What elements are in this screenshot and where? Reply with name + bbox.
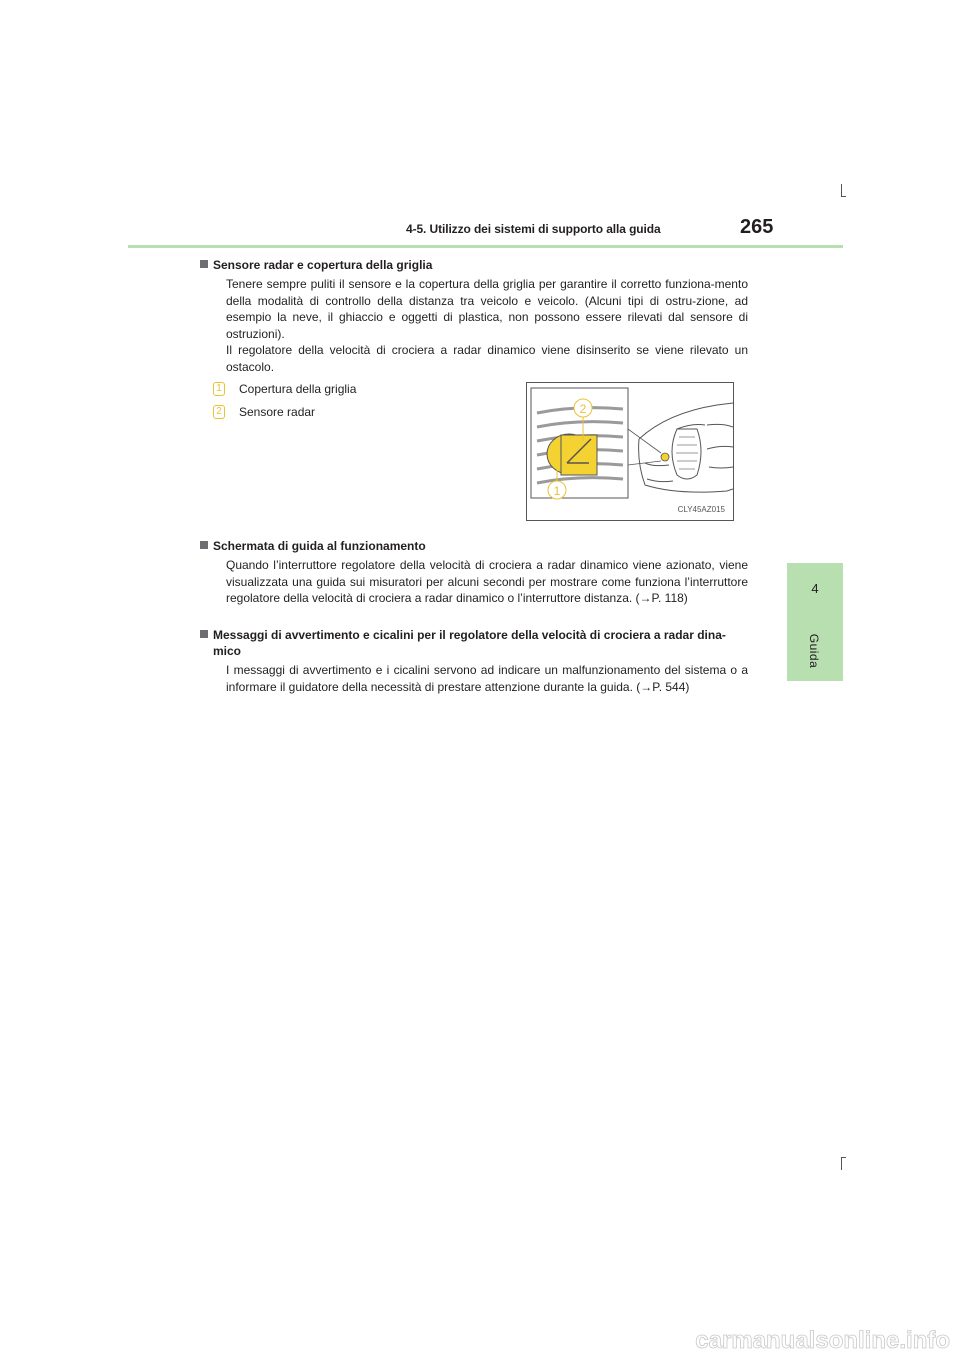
section-warning-messages [213,627,748,695]
figure-code: CLY45AZ015 [677,505,725,514]
header-rule [128,245,843,248]
chapter-tab-label: Guida [807,633,821,669]
grille-pattern [676,437,698,469]
callout-2-text: 2 [579,402,587,416]
chapter-tab-number: 4 [811,581,819,596]
section-radar-sensor [213,257,748,375]
footer-watermark [0,1318,960,1358]
callout-number-badge: 1 [213,382,225,396]
chapter-tab [787,563,843,621]
page-number: 265 [740,216,774,238]
section-title [200,538,748,554]
callout-number-badge: 2 [213,405,225,419]
watermark-text: carmanualsonline.info [695,1327,950,1354]
sensor-location-dot [661,453,669,461]
square-bullet-icon [200,541,208,549]
legend-label: Copertura della griglia [239,382,357,396]
radar-sensor-figure [526,382,734,521]
section-title-text: Messaggi di avvertimento e cicalini per il regolatore della velocità di crociera a radar dina-mico [213,628,726,658]
section-title-text: Sensore radar e copertura della griglia [213,258,433,272]
section-title [200,627,748,659]
section-body [213,276,748,375]
section-title [200,257,748,273]
paragraph: I messaggi di avvertimento e i cicalini servono ad indicare un malfunzionamento del sistema o a informare il guidatore della necessità di prestare attenzione durante la guida. (→P. 544) [226,663,748,694]
section-title-text: Schermata di guida al funzionamento [213,539,426,553]
section-body [213,662,748,695]
car-front-illustration [527,383,733,520]
car-outline [639,403,733,492]
paragraph: Il regolatore della velocità di crociera a radar dinamico viene disinserito se viene rilevato un ostacolo. [226,343,748,374]
callout-1-text: 1 [553,484,561,498]
paragraph: Quando l’interruttore regolatore della velocità di crociera a radar dinamico viene azionato, viene visualizzata una guida sui misuratori per alcuni secondi per mostrare come funziona l’interruttore regolatore della velocità di crociera a radar dinamico o l’interruttore distanza. (→P. 118) [226,558,748,605]
square-bullet-icon [200,260,208,268]
section-guide-screen [213,538,748,607]
section-body [213,557,748,607]
square-bullet-icon [200,630,208,638]
grille-cover-shape [561,435,597,475]
page-header-title: 4-5. Utilizzo dei sistemi di supporto alla guida [406,222,661,236]
paragraph: Tenere sempre puliti il sensore e la copertura della griglia per garantire il corretto funziona-mento della modalità di controllo della distanza tra veicolo e veicolo. (Alcuni tipi di ostru-zione, ad esempio la neve, il ghiaccio e oggetti di plastica, non possono essere rilevati dal sensore di ostruzioni). [226,277,748,341]
legend-label: Sensore radar [239,405,316,419]
